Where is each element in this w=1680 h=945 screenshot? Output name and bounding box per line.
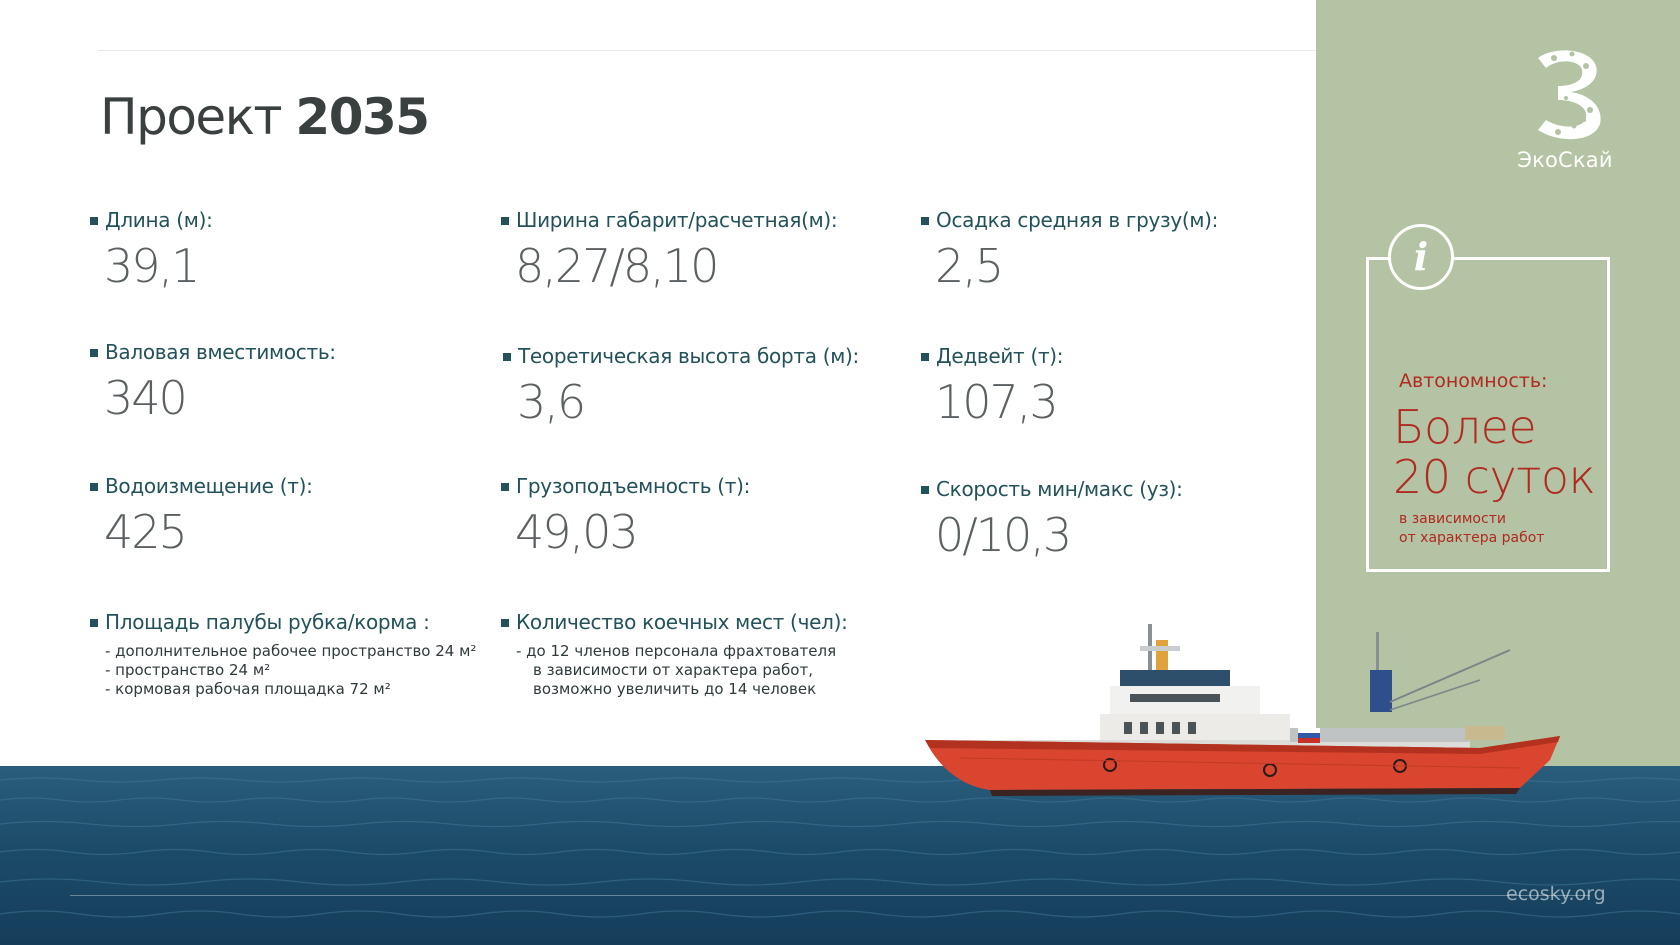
spec-deadweight-value: 107,3 <box>935 375 1057 429</box>
spec-gross-tonnage-value: 340 <box>104 371 186 425</box>
berths-line: возможно увеличить до 14 человек <box>533 680 817 698</box>
deck-area-line: - пространство 24 м² <box>105 661 271 679</box>
spec-deadweight <box>921 344 1063 428</box>
spec-width <box>501 208 837 292</box>
spec-length-label: Длина (м): <box>90 208 213 232</box>
berths-line: в зависимости от характера работ, <box>533 661 813 679</box>
spec-deadweight-label: Дедвейт (т): <box>921 344 1063 368</box>
spec-speed-label: Скорость мин/макс (уз): <box>921 477 1183 501</box>
spec-length-value: 39,1 <box>104 239 199 293</box>
spec-side-height-label: Теоретическая высота борта (м): <box>503 344 859 368</box>
autonomy-note-line1: в зависимости <box>1399 511 1506 527</box>
spec-side-height-value: 3,6 <box>517 375 585 429</box>
spec-width-label: Ширина габарит/расчетная(м): <box>501 208 837 232</box>
spec-berths-label: Количество коечных мест (чел): <box>501 610 848 634</box>
deck-area-line: - кормовая рабочая площадка 72 м² <box>105 680 391 698</box>
berths-details <box>516 642 836 699</box>
spec-capacity-label: Грузоподъемность (т): <box>501 474 750 498</box>
spec-gross-tonnage <box>90 340 336 424</box>
website-link[interactable]: ecosky.org <box>1506 883 1606 905</box>
autonomy-note <box>1399 510 1544 548</box>
spec-displacement-label: Водоизмещение (т): <box>90 474 313 498</box>
spec-displacement <box>90 474 313 558</box>
ship-image <box>920 610 1590 840</box>
spec-speed-value: 0/10,3 <box>935 508 1071 562</box>
info-icon: i <box>1388 224 1454 290</box>
spec-length <box>90 208 213 292</box>
autonomy-value-line1: Более <box>1393 400 1537 454</box>
spec-gross-tonnage-label: Валовая вместимость: <box>90 340 336 364</box>
autonomy-note-line2: от характера работ <box>1399 530 1545 546</box>
spec-displacement-value: 425 <box>104 505 186 559</box>
deck-area-line: - дополнительное рабочее пространство 24 м² <box>105 642 477 660</box>
spec-draft-label: Осадка средняя в грузу(м): <box>921 208 1218 232</box>
spec-capacity-value: 49,03 <box>515 505 637 559</box>
title-prefix: Проект <box>100 88 282 146</box>
autonomy-label: Автономность: <box>1399 370 1548 392</box>
spec-width-value: 8,27/8,10 <box>515 239 718 293</box>
deck-area-details <box>105 642 476 699</box>
bottom-divider <box>70 895 1590 896</box>
spec-deck-area <box>90 610 430 634</box>
spec-draft-value: 2,5 <box>935 239 1003 293</box>
brand-logo[interactable] <box>1510 44 1620 176</box>
spec-draft <box>921 208 1218 292</box>
top-divider <box>98 50 1456 51</box>
autonomy-value-line2: 20 суток <box>1393 450 1596 504</box>
autonomy-value <box>1393 402 1595 502</box>
berths-line: - до 12 членов персонала фрахтователя <box>516 642 837 660</box>
spec-side-height <box>503 344 859 428</box>
spec-capacity <box>501 474 750 558</box>
spec-deck-area-label: Площадь палубы рубка/корма : <box>90 610 430 634</box>
spec-berths <box>501 610 848 634</box>
page-title <box>100 88 429 146</box>
ecosky-logo-icon <box>1524 44 1608 144</box>
title-number: 2035 <box>295 88 429 146</box>
logo-text: ЭкоСкай <box>1517 148 1613 172</box>
spec-speed <box>921 477 1183 561</box>
